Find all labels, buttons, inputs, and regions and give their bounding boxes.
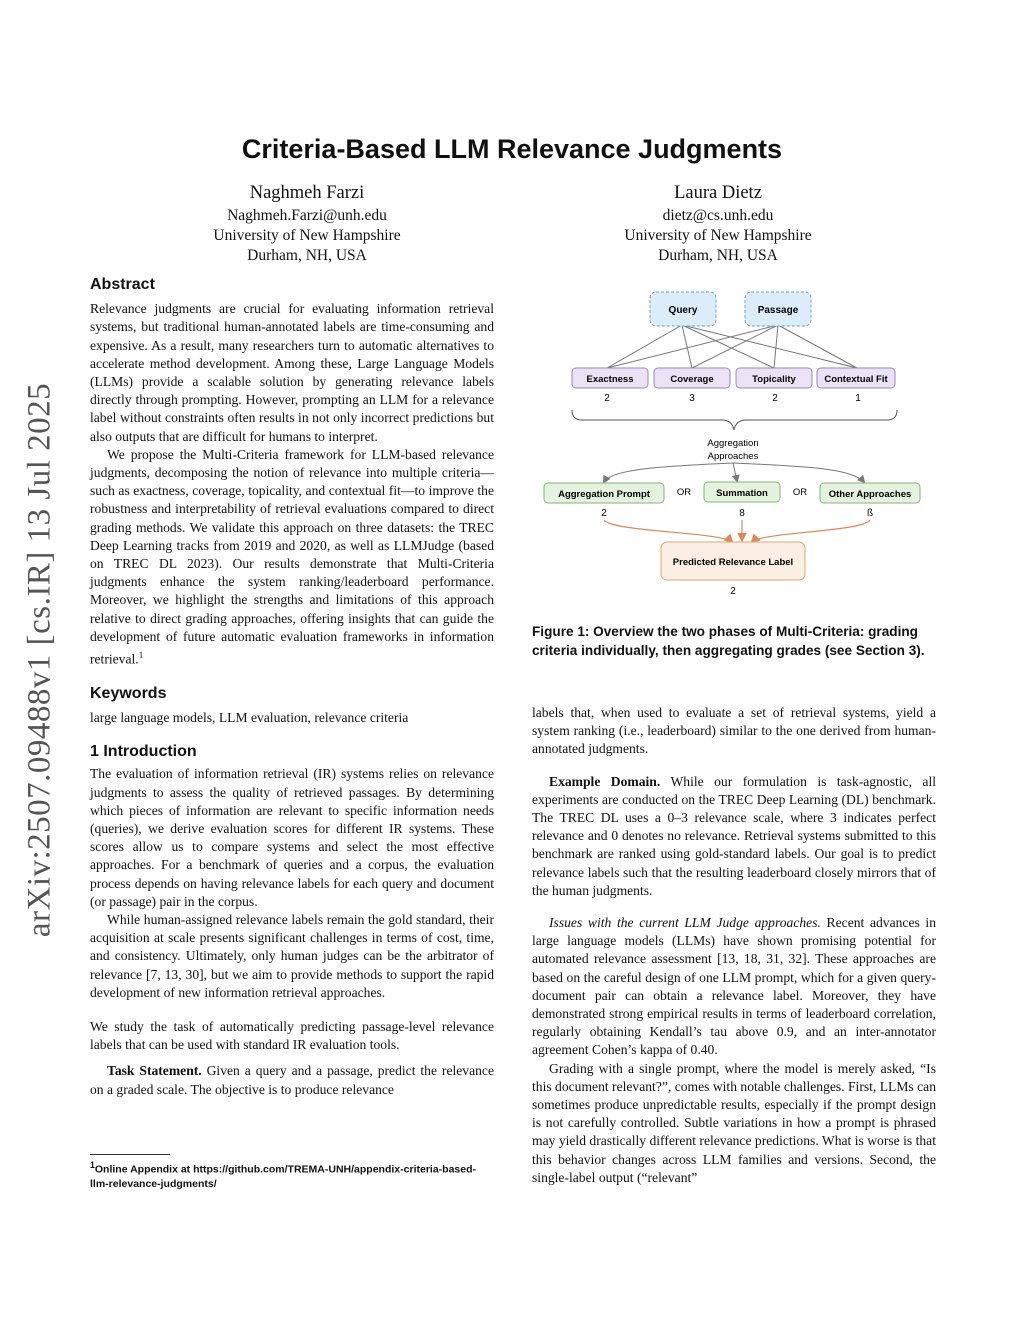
method-label: Summation [716, 488, 768, 499]
task-statement-label: Task Statement. [107, 1063, 202, 1079]
footnote-ref[interactable]: 1 [138, 650, 144, 661]
author-email: Naghmeh.Farzi@unh.edu [227, 207, 387, 224]
connection-lines [607, 325, 857, 368]
criterion-grade: 3 [689, 393, 695, 404]
footnote-rule [90, 1154, 170, 1155]
right-paragraph-1: labels that, when used to evaluate a set of retrieval systems, yield a system ranking (i.e., leaderboard) similar to the one derived from human-annotated judgments. [532, 705, 936, 757]
task-statement-text: Given a query and a passage, predict the relevance on a graded scale. The objective is to produce relevance [90, 1063, 494, 1097]
criterion-label: Contextual Fit [824, 374, 888, 385]
query-label: Query [668, 305, 698, 316]
keywords-heading: Keywords [90, 684, 167, 702]
criteria-row [572, 368, 895, 404]
footnote [90, 1158, 494, 1191]
abstract-paragraph-2 [90, 446, 494, 669]
intro-paragraph-3: We study the task of automatically predicting passage-level relevance labels that can be used with standard IR evaluation tools. [90, 1019, 494, 1053]
abstract-text-2: We propose the Multi-Criteria framework for LLM-based relevance judgments, decomposing the notion of relevance into multiple criteria—such as exactness, coverage, topicality, and contextual fit—to improve the robustness and interpretability of retrieval evaluations compared to direct grading methods. We validate this approach on three datasets: the TREC Deep Learning tracks from 2019 and 2020, as well as LLMJudge (based on TREC DL 2023). Our results demonstrate that Multi-Criteria judgments enhance the system ranking/leaderboard performance. Moreover, we highlight the strengths and limitations of this approach relative to direct grading approaches, offering insights that can guide the development of future automatic evaluation frameworks in information retrieval. [90, 446, 494, 667]
keywords-text: large language models, LLM evaluation, relevance criteria [90, 710, 409, 725]
author-affiliation: University of New Hampshire [213, 227, 401, 244]
abstract-heading: Abstract [90, 276, 155, 293]
arxiv-id: arXiv:2507.09488v1 [cs.IR] 13 Jul 2025 [21, 382, 58, 938]
arrow-to-other-approaches [733, 463, 864, 482]
example-domain-label: Example Domain. [549, 773, 661, 789]
arrow-prompt-to-label [604, 520, 732, 542]
abstract-paragraph-1 [90, 300, 494, 446]
intro-paragraph-1: The evaluation of information retrieval (IR) systems relies on relevance judgments to assess the quality of retrieved passages. By determining which pieces of information are relevant to specific information needs (queries), we derive evaluation scores for different IR systems. These scores allow us to compare systems and select the most effective approaches. For a benchmark of queries and a corpus, the evaluation process depends on having relevance labels for each query and document (or passage) pair in the corpus. [90, 766, 494, 909]
footnote-mark: 1 [90, 1160, 95, 1170]
issues-text: Recent advances in large language models (LLMs) have shown promising potential for automated relevance assessment [13, 18, 31, 32]. These approaches are based on the careful design of one LLM prompt, which for a given query-document pair can obtain a relevance label. Moreover, they have demonstrated strong empirical results in terms of leaderboard correlation, regularly obtaining Kendall’s tau above 0.9, and an inter-annotator agreement Cohen’s kappa of 0.40. [532, 915, 936, 1058]
figure-1-caption: Figure 1: Overview the two phases of Multi-Criteria: grading criteria individually, then aggregating grades (see Section 3). [532, 624, 925, 658]
criterion-label: Exactness [586, 374, 634, 385]
arxiv-sidebar [8, 380, 72, 940]
author-block-2 [568, 180, 868, 266]
method-label: Aggregation Prompt [558, 489, 650, 500]
arrow-to-aggregation-prompt [604, 463, 733, 482]
method-label: Other Approaches [828, 489, 912, 500]
aggregation-label-line1: Aggregation [707, 438, 759, 449]
footnote-text[interactable]: Online Appendix at https://github.com/TREMA-UNH/appendix-criteria-based-llm-relevance-judgments/ [90, 1163, 477, 1190]
arrow-other-to-label [752, 520, 870, 542]
or-label: OR [792, 487, 808, 498]
aggregation-label-line2: Approaches [707, 451, 759, 462]
criterion-grade: 1 [855, 393, 861, 404]
example-domain-paragraph [532, 773, 936, 900]
method-output: ß [866, 508, 874, 519]
predicted-value: 2 [730, 586, 736, 597]
paper-title: Criteria-Based LLM Relevance Judgments [241, 134, 783, 164]
left-column [90, 276, 494, 1099]
author-affiliation: University of New Hampshire [624, 227, 812, 244]
example-domain-text: While our formulation is task-agnostic, all experiments are conducted on the TREC Deep Learning (DL) benchmark. The TREC DL uses a 0–3 relevance scale, where 3 indicates perfect relevance and 0 denotes no relevance. Retrieval systems submitted to this benchmark are ranked using gold-standard labels. Our goal is to predict relevance labels such that the resulting leaderboard closely mirrors that of the human judgments. [532, 773, 936, 898]
grouping-brace [572, 410, 897, 430]
right-column [532, 704, 936, 1187]
intro-paragraph-4 [90, 1062, 494, 1098]
arrow-to-summation [733, 463, 737, 481]
method-output: 8 [739, 508, 745, 519]
issues-paragraph [532, 914, 936, 1060]
methods-row [544, 482, 920, 519]
predicted-label-text: Predicted Relevance Label [672, 557, 794, 568]
author-block-1 [157, 180, 457, 266]
criterion-grade: 2 [604, 393, 610, 404]
or-label: OR [676, 487, 692, 498]
method-output: 2 [601, 508, 607, 519]
issues-label: Issues with the current LLM Judge approaches. [549, 915, 821, 931]
criterion-grade: 2 [772, 393, 778, 404]
intro-paragraph-2: While human-assigned relevance labels remain the gold standard, their acquisition at scale presents significant challenges in terms of cost, time, and consistency. Ultimately, only human judges can be the arbitrator of relevance [7, 13, 30], but we aim to provide methods to support the rapid development of new information retrieval approaches. [90, 912, 494, 1000]
grading-paragraph: Grading with a single prompt, where the model is merely asked, “Is this document relevant?”, comes with notable challenges. First, LLMs can sometimes produce unpredictable results, especially if the prompt design is not carefully controlled. Subtle variations in how a prompt is phrased may yield drastically different relevance predictions. What is worse is that this behavior changes across LLM families and versions. Second, the single-label output (“relevant” [532, 1060, 936, 1185]
author-email: dietz@cs.unh.edu [662, 207, 774, 224]
abstract-text-1: Relevance judgments are crucial for evaluating information retrieval systems, but traditional human-annotated labels are time-consuming and expensive. As a result, many researchers turn to automatic alternatives to accelerate method development. Among these, Large Language Models (LLMs) provide a scalable solution by generating relevance labels directly through prompting. However, prompting an LLM for a relevance label without constraints often results in not only incorrect predictions but also outputs that are difficult for humans to interpret. [90, 301, 494, 444]
figure-1-diagram [532, 280, 936, 610]
author-location: Durham, NH, USA [658, 247, 778, 264]
author-location: Durham, NH, USA [247, 247, 367, 264]
author-name: Naghmeh Farzi [249, 183, 365, 203]
section-heading-introduction: 1 Introduction [90, 743, 197, 761]
criterion-label: Topicality [752, 374, 796, 385]
passage-label: Passage [757, 305, 799, 316]
criterion-label: Coverage [670, 374, 714, 385]
author-name: Laura Dietz [674, 183, 762, 203]
